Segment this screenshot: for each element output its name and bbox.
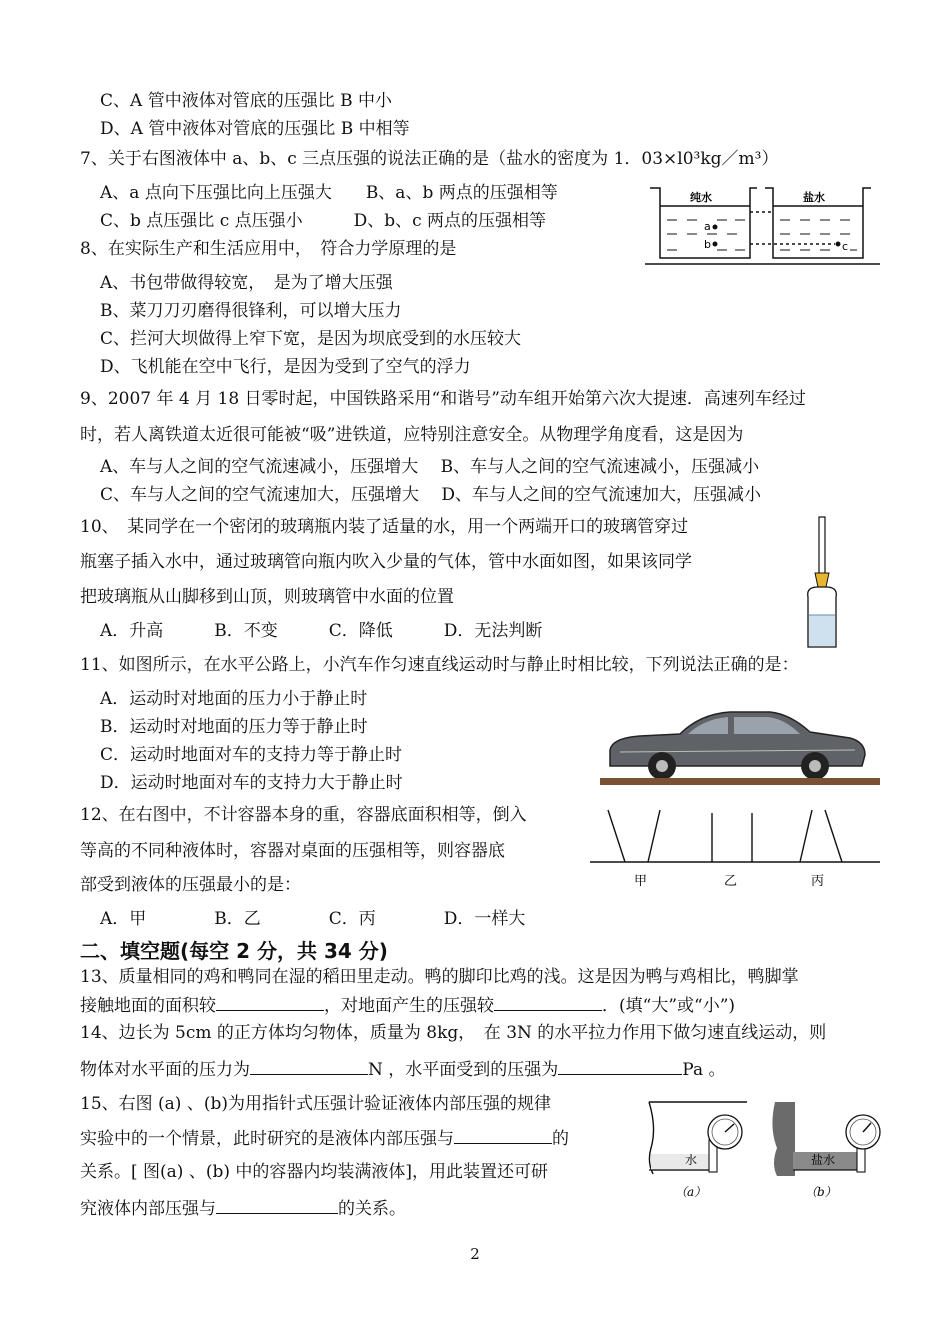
q15-text1: 实验中的一个情景，此时研究的是液体内部压强与 (80, 1129, 454, 1149)
q15-line2 (80, 1127, 569, 1150)
q15-blank-2[interactable] (216, 1197, 338, 1214)
q10-stem-line2: 瓶塞子插入水中，通过玻璃管向瓶内吹入少量的气体，管中水面如图，如果该同学 (80, 552, 692, 572)
q12-stem-line1: 12、在右图中，不计容器本身的重，容器底面积相等，倒入 (80, 805, 527, 825)
q13-blank-1[interactable] (216, 994, 324, 1011)
q15-caption-a: （a） (675, 1185, 707, 1199)
q12-label-jia: 甲 (634, 874, 648, 889)
q13-text1: 接触地面的面积较 (80, 996, 216, 1016)
q7-figure (645, 182, 880, 267)
q13-line2 (80, 994, 735, 1017)
page-number: 2 (470, 1245, 480, 1263)
q13-blank-2[interactable] (494, 994, 602, 1011)
q13-text2: ，对地面产生的压强较 (324, 996, 494, 1016)
q10-figure (798, 515, 848, 651)
q6-option-c: C、A 管中液体对管底的压强比 B 中小 (100, 91, 392, 111)
q12-label-bing: 丙 (811, 874, 825, 889)
q7-point-c: c (842, 240, 849, 253)
q8-option-d: D、飞机能在空中飞行，是因为受到了空气的浮力 (100, 357, 471, 377)
q15-label-saltwater: 盐水 (811, 1153, 836, 1167)
q10-stem-line1: 10、 某同学在一个密闭的玻璃瓶内装了适量的水，用一个两端开口的玻璃管穿过 (80, 517, 689, 537)
section-title: 二、填空题(每空 2 分，共 34 分) (80, 939, 388, 963)
q7-options-cd: C、b 点压强比 c 点压强小 D、b、c 两点的压强相等 (100, 211, 547, 231)
q15-text4: 的关系。 (338, 1199, 406, 1219)
q12-stem-line3: 部受到液体的压强最小的是： (80, 875, 301, 895)
q15-line4 (80, 1197, 406, 1220)
q9-stem-line2: 时，若人离铁道太近很可能被“吸”进铁道，应特别注意安全。从物理学角度看，这是因为 (80, 425, 744, 445)
q10-stem-line3: 把玻璃瓶从山脚移到山顶，则玻璃管中水面的位置 (80, 587, 454, 607)
q7-label-pure-water: 纯水 (690, 191, 712, 204)
q15-figure (645, 1098, 885, 1208)
q12-figure (590, 805, 880, 890)
q9-options-cd: C、车与人之间的空气流速加大，压强增大 D、车与人之间的空气流速加大，压强减小 (100, 485, 762, 505)
q6-option-d: D、A 管中液体对管底的压强比 B 中相等 (100, 119, 410, 139)
q15-label-water: 水 (685, 1153, 698, 1167)
q12-options: A．甲 B．乙 C．丙 D．一样大 (100, 909, 526, 929)
q7-point-a: a (704, 220, 711, 233)
q14-line2 (80, 1058, 726, 1081)
q13-text3: ．(填“大”或“小”) (602, 996, 736, 1016)
q15-text2: 的 (552, 1129, 569, 1149)
q14-text2: N ，水平面受到的压强为 (368, 1060, 559, 1080)
q7-options-ab: A、a 点向下压强比向上压强大 B、a、b 两点的压强相等 (100, 183, 558, 203)
q12-stem-line2: 等高的不同种液体时，容器对桌面的压强相等，则容器底 (80, 841, 505, 861)
q11-option-c: C．运动时地面对车的支持力等于静止时 (100, 745, 403, 765)
q11-option-d: D．运动时地面对车的支持力大于静止时 (100, 773, 403, 793)
q10-options: A．升高 B．不变 C．降低 D．无法判断 (100, 621, 543, 641)
q15-line3: 关系。[ 图(a) 、(b) 中的容器内均装满液体]，用此装置还可研 (80, 1162, 549, 1182)
q14-line1: 14、边长为 5cm 的正方体均匀物体，质量为 8kg， 在 3N 的水平拉力作用下做匀速直线运动，则 (80, 1023, 827, 1043)
q9-stem-line1: 9、2007 年 4 月 18 日零时起，中国铁路采用“和谐号”动车组开始第六次大提速．高速列车经过 (80, 389, 806, 409)
q8-option-b: B、菜刀刀刃磨得很锋利，可以增大压力 (100, 301, 402, 321)
q11-figure (600, 700, 880, 785)
q7-point-b: b (704, 238, 711, 251)
q8-option-c: C、拦河大坝做得上窄下宽，是因为坝底受到的水压较大 (100, 329, 522, 349)
q15-line1: 15、右图 (a) 、(b)为用指针式压强计验证液体内部压强的规律 (80, 1094, 551, 1114)
q14-blank-1[interactable] (250, 1058, 368, 1075)
q15-blank-1[interactable] (454, 1127, 552, 1144)
q14-text3: Pa 。 (682, 1060, 726, 1080)
q14-blank-2[interactable] (558, 1058, 682, 1075)
q7-label-salt-water: 盐水 (803, 191, 825, 204)
q8-stem: 8、在实际生产和生活应用中， 符合力学原理的是 (80, 239, 457, 259)
q11-option-a: A．运动时对地面的压力小于静止时 (100, 689, 368, 709)
q11-option-b: B．运动时对地面的压力等于静止时 (100, 717, 368, 737)
q15-text3: 究液体内部压强与 (80, 1199, 216, 1219)
q9-options-ab: A、车与人之间的空气流速减小，压强增大 B、车与人之间的空气流速减小，压强减小 (100, 457, 760, 477)
q8-option-a: A、书包带做得较宽， 是为了增大压强 (100, 273, 393, 293)
q11-stem: 11、如图所示，在水平公路上，小汽车作匀速直线运动时与静止时相比较，下列说法正确的是： (80, 655, 799, 675)
q7-stem: 7、关于右图液体中 a、b、c 三点压强的说法正确的是（盐水的密度为 1．03×l0³kg／m³） (80, 149, 779, 169)
q15-caption-b: （b） (805, 1185, 837, 1199)
q12-label-yi: 乙 (724, 874, 738, 889)
q14-text1: 物体对水平面的压力为 (80, 1060, 250, 1080)
q13-line1: 13、质量相同的鸡和鸭同在湿的稻田里走动。鸭的脚印比鸡的浅。这是因为鸭与鸡相比，鸭脚掌 (80, 967, 799, 987)
